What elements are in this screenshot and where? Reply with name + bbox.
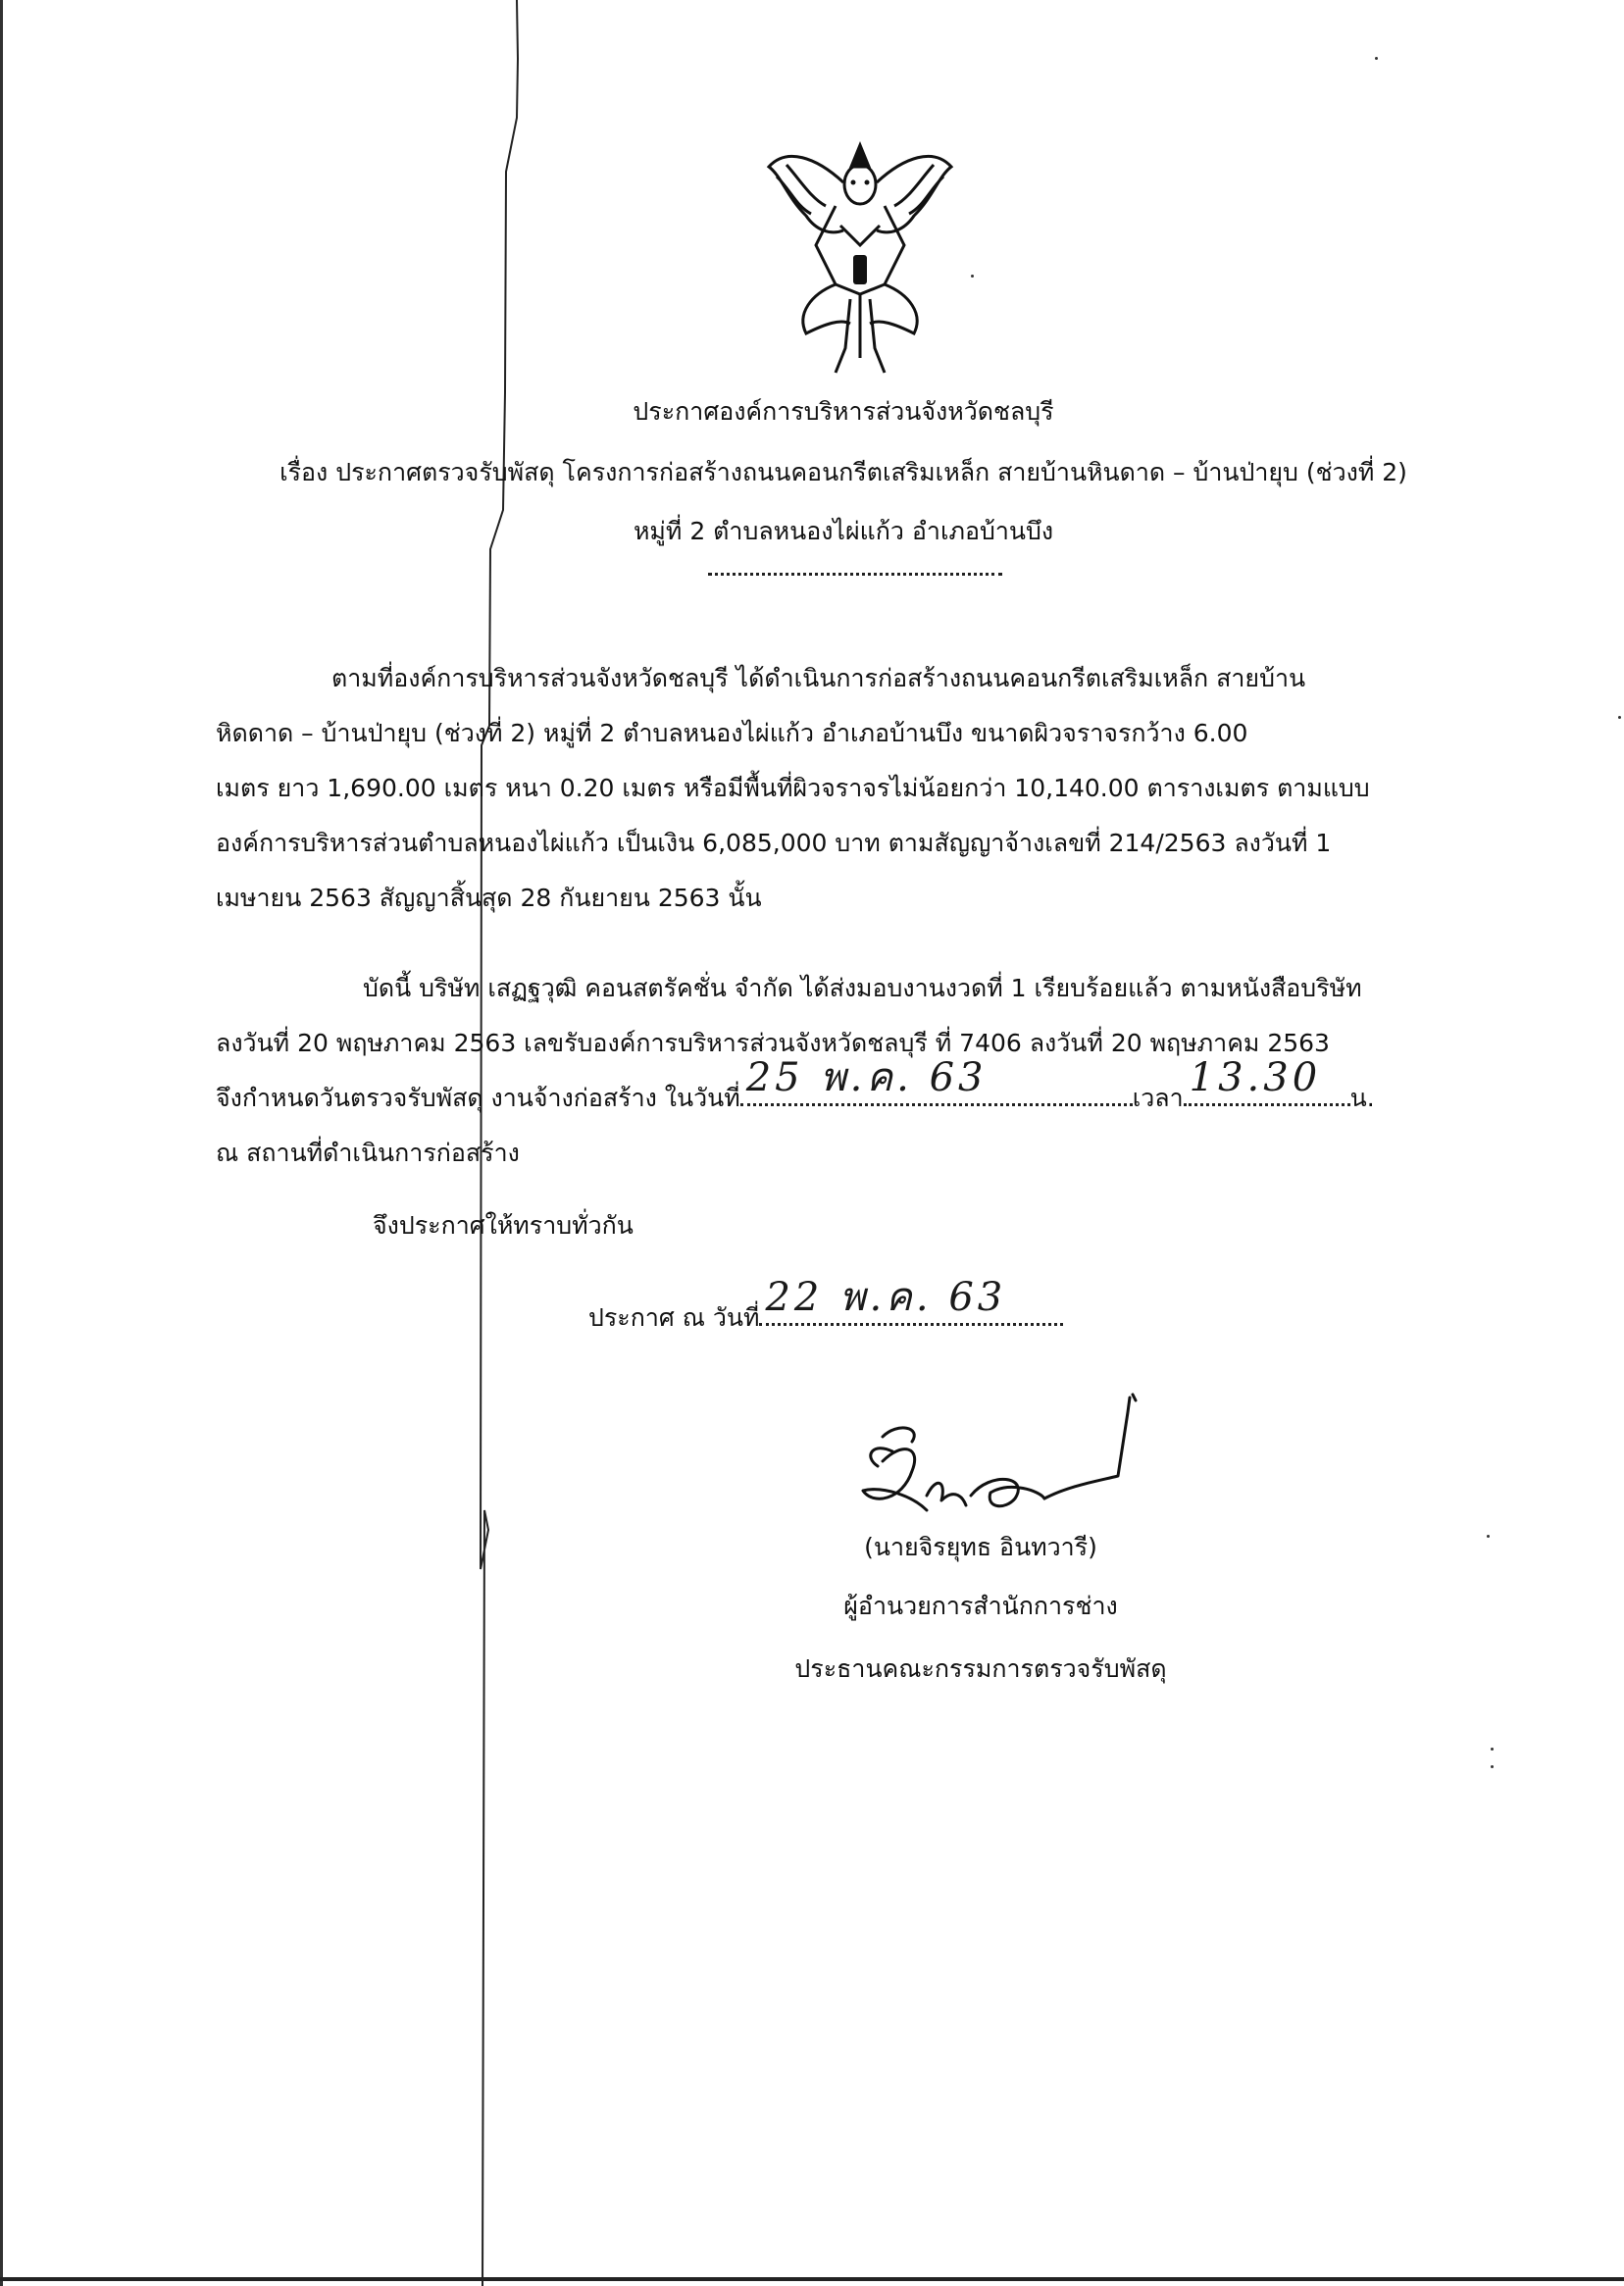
inspection-date-handwritten: 25 พ.ค. 63 [745, 1055, 988, 1100]
paragraph-line: เมตร ยาว 1,690.00 เมตร หนา 0.20 เมตร หรือมีพื้นที่ผิวจราจรไม่น้อยกว่า 10,140.00 ตารางเมตร ตามแบบ [216, 774, 1370, 802]
scan-speck [1491, 1748, 1494, 1751]
scan-speck [1618, 716, 1621, 719]
document-subject: เรื่อง ประกาศตรวจรับพัสดุ โครงการก่อสร้างถนนคอนกรีตเสริมเหล็ก สายบ้านหินดาด – บ้านป่ายุบ (ช่วงที่ 2) [279, 458, 1407, 486]
page-edge-bottom [0, 2277, 1624, 2281]
page-edge-left [0, 0, 3, 2286]
paragraph-line: บัดนี้ บริษัท เสฏฐวุฒิ คอนสตรัคชั่น จำกัด ได้ส่งมอบงานงวดที่ 1 เรียบร้อยแล้ว ตามหนังสือบริษัท [363, 974, 1362, 1002]
paragraph-line: ณ สถานที่ดำเนินการก่อสร้าง [216, 1139, 520, 1167]
inspection-time-handwritten: 13.30 [1189, 1055, 1322, 1100]
inspection-time-blank [1184, 1055, 1350, 1106]
announce-date-blank [759, 1275, 1063, 1326]
signatory-role: ประธานคณะกรรมการตรวจรับพัสดุ [794, 1654, 1167, 1683]
announce-date-line [588, 1275, 1063, 1346]
inspection-date-blank [740, 1055, 1133, 1106]
schedule-prefix: จึงกำหนดวันตรวจรับพัสดุ งานจ้างก่อสร้าง ในวันที่ [216, 1084, 740, 1112]
signatory-name: (นายจิรยุทธ อินทวารี) [864, 1533, 1097, 1561]
announce-prefix: ประกาศ ณ วันที่ [588, 1303, 760, 1332]
signatory-position: ผู้อำนวยการสำนักการช่าง [843, 1592, 1118, 1620]
closing-statement [373, 1198, 1610, 1253]
garuda-emblem-icon [757, 137, 963, 378]
paragraph-line: ลงวันที่ 20 พฤษภาคม 2563 เลขรับองค์การบริหารส่วนจังหวัดชลบุรี ที่ 7406 ลงวันที่ 20 พฤษภาคม 2563 [216, 1029, 1330, 1057]
document-location: หมู่ที่ 2 ตำบลหนองไผ่แก้ว อำเภอบ้านบึง [633, 517, 1054, 545]
time-label: เวลา [1132, 1084, 1184, 1112]
scan-speck [1487, 1535, 1490, 1538]
inspection-schedule-line [216, 1055, 1483, 1126]
document-title: ประกาศองค์การบริหารส่วนจังหวัดชลบุรี [633, 397, 1054, 426]
paragraph-delivery [216, 961, 1483, 1181]
announce-date-handwritten: 22 พ.ค. 63 [765, 1275, 1007, 1320]
paragraph-line: เมษายน 2563 สัญญาสิ้นสุด 28 กันยายน 2563 นั้น [216, 884, 762, 912]
paragraph-background [216, 651, 1483, 926]
paragraph-line: องค์การบริหารส่วนตำบลหนองไผ่แก้ว เป็นเงิน 6,085,000 บาท ตามสัญญาจ้างเลขที่ 214/2563 ลงวันที่ 1 [216, 829, 1332, 857]
scan-speck [1491, 1765, 1494, 1768]
paragraph-line: ตามที่องค์การบริหารส่วนจังหวัดชลบุรี ได้ดำเนินการก่อสร้างถนนคอนกรีตเสริมเหล็ก สายบ้าน [331, 664, 1306, 692]
paragraph-line: หิดดาด – บ้านป่ายุบ (ช่วงที่ 2) หมู่ที่ 2 ตำบลหนองไผ่แก้ว อำเภอบ้านบึง ขนาดผิวจราจรกว้าง 6.00 [216, 719, 1248, 747]
closing-text: จึงประกาศให้ทราบทั่วกัน [373, 1211, 634, 1240]
scan-speck [1375, 57, 1378, 60]
scan-speck [971, 275, 974, 278]
time-suffix: น. [1349, 1084, 1375, 1112]
header-divider [708, 573, 1002, 576]
signature-mark [843, 1383, 1147, 1540]
